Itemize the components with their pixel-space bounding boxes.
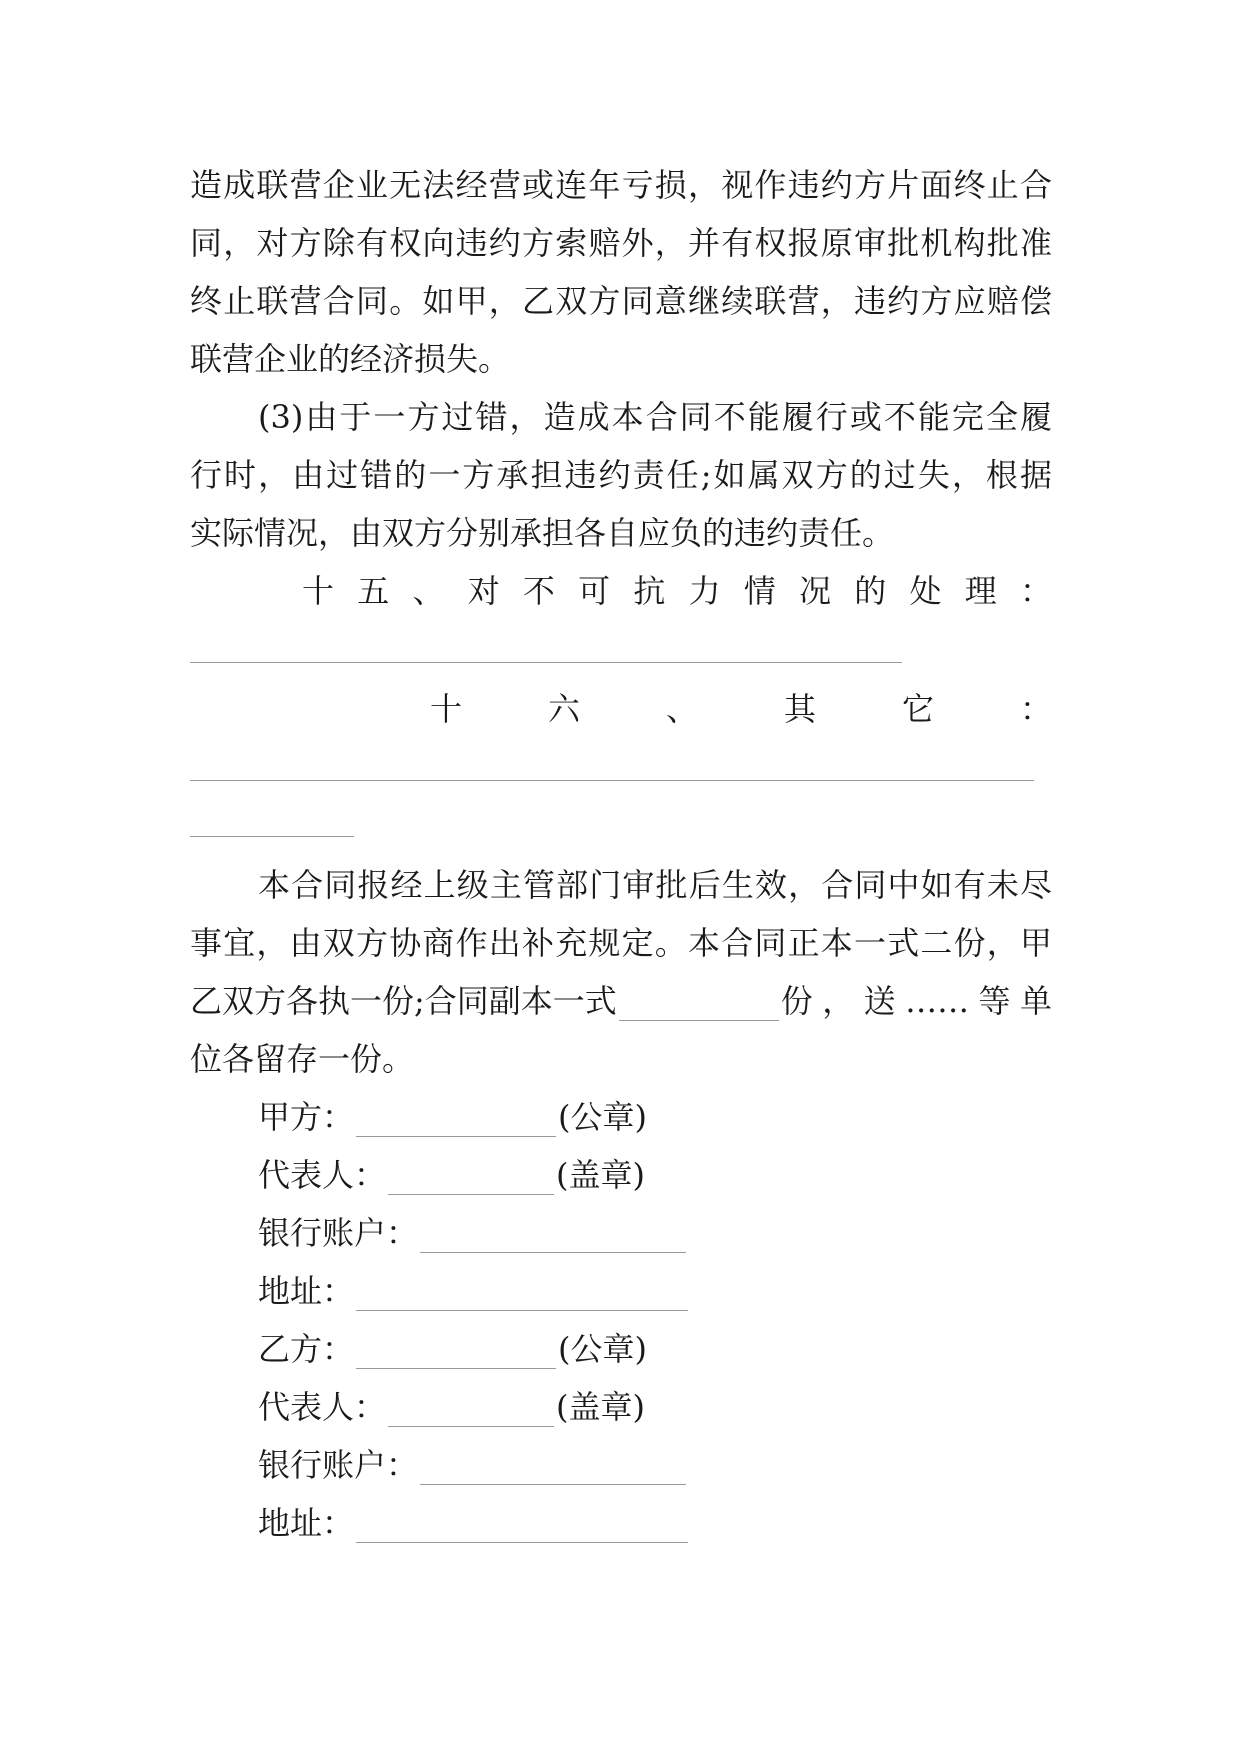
section-16-blank-line-2[interactable]: [190, 836, 354, 837]
paragraph-breach-line-4: 联营企业的经济损失。: [190, 340, 511, 378]
party-b-bank-row: [258, 1440, 688, 1490]
party-b-bank-blank[interactable]: [420, 1446, 686, 1485]
section-15-blank-line[interactable]: [190, 662, 902, 663]
party-a-rep-seal: (盖章): [556, 1156, 645, 1194]
party-a-bank-label: 银行账户：: [258, 1214, 419, 1252]
paragraph-fault-line-3: 实际情况，由双方分别承担各自应负的违约责任。: [190, 514, 895, 552]
party-a-rep-blank[interactable]: [388, 1156, 554, 1195]
paragraph-breach-line-3: 终止联营合同。如甲，乙双方同意继续联营，违约方应赔偿: [190, 282, 1052, 320]
paragraph-effect-line-4: 位各留存一份。: [190, 1040, 415, 1078]
paragraph-effect-line-3: [190, 976, 1052, 1026]
section-16-heading: 十六、其它：: [430, 690, 1052, 728]
party-a-address-label: 地址：: [258, 1272, 355, 1310]
party-a-rep-row: [258, 1150, 645, 1200]
party-b-name-label: 乙方：: [258, 1330, 355, 1368]
party-b-address-blank[interactable]: [356, 1504, 688, 1543]
party-a-address-row: [258, 1266, 690, 1316]
party-a-name-label: 甲方：: [258, 1098, 355, 1136]
paragraph-effect-line-1: 本合同报经上级主管部门审批后生效，合同中如有未尽: [258, 866, 1052, 904]
party-a-seal: (公章): [558, 1098, 647, 1136]
party-b-rep-blank[interactable]: [388, 1388, 554, 1427]
copies-prefix: 乙双方各执一份;合同副本一式: [190, 982, 617, 1020]
section-15-heading: 十五、对不可抗力情况的处理：: [302, 572, 1052, 610]
paragraph-fault-line-2: 行时，由过错的一方承担违约责任;如属双方的过失，根据: [190, 456, 1052, 494]
party-b-rep-seal: (盖章): [556, 1388, 645, 1426]
copies-count-blank[interactable]: [619, 982, 779, 1021]
party-a-name-blank[interactable]: [356, 1098, 556, 1137]
party-a-bank-blank[interactable]: [420, 1214, 686, 1253]
party-b-rep-label: 代表人：: [258, 1388, 387, 1426]
party-b-rep-row: [258, 1382, 645, 1432]
party-b-seal: (公章): [558, 1330, 647, 1368]
paragraph-effect-line-2: 事宜，由双方协商作出补充规定。本合同正本一式二份，甲: [190, 924, 1052, 962]
party-b-address-row: [258, 1498, 690, 1548]
party-b-name-row: [258, 1324, 647, 1374]
paragraph-breach-line-1: 造成联营企业无法经营或连年亏损，视作违约方片面终止合: [190, 166, 1052, 204]
party-a-rep-label: 代表人：: [258, 1156, 387, 1194]
paragraph-breach-line-2: 同，对方除有权向违约方索赔外，并有权报原审批机构批准: [190, 224, 1052, 262]
party-a-address-blank[interactable]: [356, 1272, 688, 1311]
party-a-name-row: [258, 1092, 647, 1142]
party-a-bank-row: [258, 1208, 688, 1258]
party-b-address-label: 地址：: [258, 1504, 355, 1542]
copies-suffix: 份，送……等单: [780, 982, 1052, 1020]
section-16-blank-line-1[interactable]: [190, 780, 1034, 781]
paragraph-fault-line-1: (3)由于一方过错，造成本合同不能履行或不能完全履: [258, 398, 1052, 436]
party-b-bank-label: 银行账户：: [258, 1446, 419, 1484]
party-b-name-blank[interactable]: [356, 1330, 556, 1369]
